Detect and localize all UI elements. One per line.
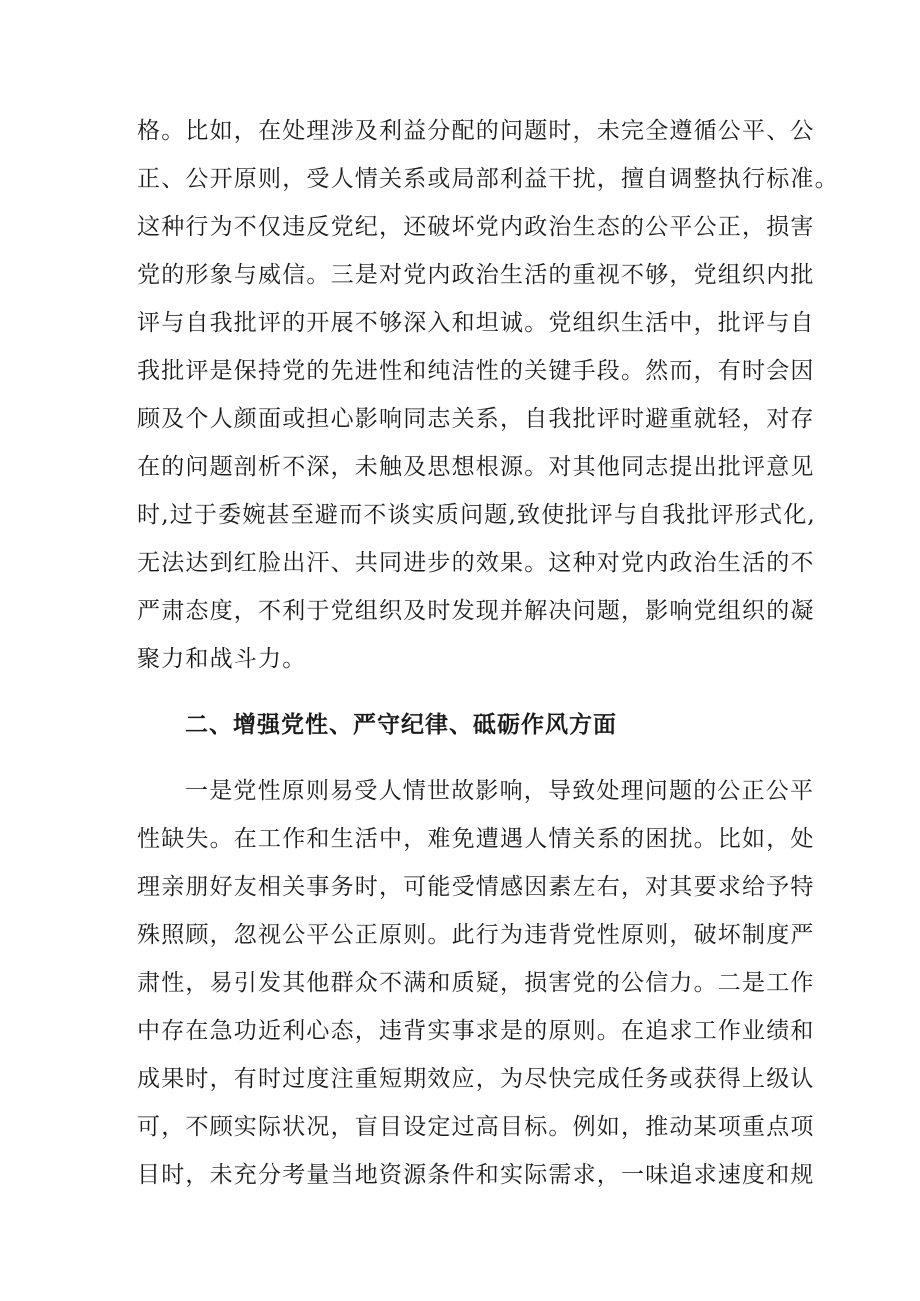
paragraph-line: 时,过于委婉甚至避而不谈实质问题,致使批评与自我批评形式化, bbox=[137, 502, 816, 528]
paragraph-line: 评与自我批评的开展不够深入和坦诚。党组织生活中，批评与自 bbox=[137, 310, 815, 336]
paragraph-line: 严肃态度，不利于党组织及时发现并解决问题，影响党组织的凝 bbox=[137, 598, 815, 624]
paragraph-line: 正、公开原则，受人情关系或局部利益干扰，擅自调整执行标准。 bbox=[137, 166, 839, 192]
paragraph-line: 在的问题剖析不深，未触及思想根源。对其他同志提出批评意见 bbox=[137, 454, 815, 480]
paragraph-line: 聚力和战斗力。 bbox=[137, 646, 307, 672]
paragraph-line: 我批评是保持党的先进性和纯洁性的关键手段。然而，有时会因 bbox=[137, 358, 815, 384]
paragraph-line: 性缺失。在工作和生活中，难免遭遇人情关系的困扰。比如，处 bbox=[137, 826, 815, 852]
paragraph-line: 党的形象与威信。三是对党内政治生活的重视不够，党组织内批 bbox=[137, 262, 815, 288]
paragraph-line: 无法达到红脸出汗、共同进步的效果。这种对党内政治生活的不 bbox=[137, 550, 815, 576]
section-heading: 二、增强党性、严守纪律、砥砺作风方面 bbox=[185, 712, 617, 738]
paragraph-line: 殊照顾，忽视公平公正原则。此行为违背党性原则，破坏制度严 bbox=[137, 922, 815, 948]
paragraph-line: 理亲朋好友相关事务时，可能受情感因素左右，对其要求给予特 bbox=[137, 874, 815, 900]
paragraph-2 bbox=[137, 767, 815, 1199]
paragraph-line: 中存在急功近利心态，违背实事求是的原则。在追求工作业绩和 bbox=[137, 1018, 815, 1044]
paragraph-1 bbox=[137, 107, 839, 683]
paragraph-line: 一是党性原则易受人情世故影响，导致处理问题的公正公平 bbox=[185, 778, 815, 804]
paragraph-line: 可，不顾实际状况，盲目设定过高目标。例如，推动某项重点项 bbox=[137, 1114, 815, 1140]
paragraph-line: 顾及个人颜面或担心影响同志关系，自我批评时避重就轻，对存 bbox=[137, 406, 815, 432]
paragraph-line: 目时，未充分考量当地资源条件和实际需求，一味追求速度和规 bbox=[137, 1162, 815, 1188]
paragraph-line: 肃性，易引发其他群众不满和质疑，损害党的公信力。二是工作 bbox=[137, 970, 815, 996]
paragraph-line: 成果时，有时过度注重短期效应，为尽快完成任务或获得上级认 bbox=[137, 1066, 815, 1092]
paragraph-line: 这种行为不仅违反党纪，还破坏党内政治生态的公平公正，损害 bbox=[137, 214, 815, 240]
document-body bbox=[137, 107, 839, 1199]
paragraph-line: 格。比如，在处理涉及利益分配的问题时，未完全遵循公平、公 bbox=[137, 118, 815, 144]
